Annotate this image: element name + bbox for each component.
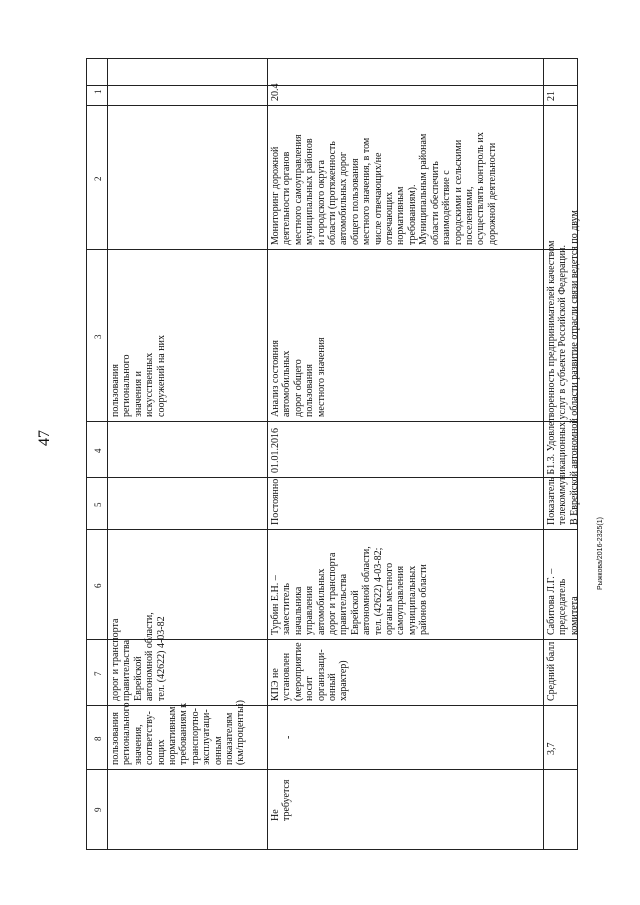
header-cell: 3 [93,334,103,339]
col-line [87,85,577,86]
col-line [87,105,577,106]
col-line [87,249,577,250]
page-number: 47 [36,430,53,446]
col-line [87,769,577,770]
col-line [87,421,577,422]
row-20-4-col5: Постоянно [270,478,281,525]
header-cell: 8 [93,736,103,741]
row-line [543,59,544,849]
cont-col3: пользования регионального значения и искусственных сооружений на них [110,335,167,417]
row-20-4-col3: Анализ состояния автомобильных дорог общего пользования местного значения [270,337,327,417]
row-20-4-col2: Мониторинг дорожной деятельности органов местного самоуправления муниципальных районов и городского округа области (протяженность автомобильных дорог общего пользования местного значения, в том числе отвечающих/не отвечающих нормативным требованиям). Муниципальным районам области обеспечить взаимодействие с городскими и сельскими поселениями, осуществлять контроль их дорожной деятельности [270,132,498,245]
row-20-4-col7: КПЭ не установлен (мероприятие носит организаци- онный характер) [270,642,350,701]
row-line [267,59,268,849]
row-21-indicator-text: Показатель Б1.3. Удовлетворенность предпринимателей качеством телекоммуникационных услуг в субъекте Российской Федерации. В Еврейской автономной области развитие отрасли связи ведется по двум [546,210,580,525]
col-line [87,529,577,530]
row-number: 21 [546,91,557,101]
document-table [86,58,578,850]
col-line [87,477,577,478]
row-number: 20.4 [270,83,281,101]
cont-col6: дорог и транспорта правительства Еврейской автономной области, тел. (42622) 4-03-82 [110,612,167,701]
row-20-4-col6: Турбин Е.Н. – заместитель начальника управления автомобильных дорог и транспорта правительства Еврейской автономной области, тел. (42622) 4-03-82; органы местного самоуправления муниципальных районов области [270,546,430,635]
row-21-col7: Средний балл [546,641,557,701]
cont-col7: пользования регионального значения, соответству- ющих нормативным требованиям к транспортно- эксплуатаци- онным показателям (км/процентыi) [110,700,247,765]
row-line [107,59,108,849]
row-21-col6: Сабитова Л.Г. – председатель комитета [546,568,580,635]
row-20-4-col9: Не требуется [270,779,293,821]
header-cell: 1 [93,89,103,94]
header-cell: 7 [93,671,103,676]
header-cell: 4 [93,448,103,453]
footer-code: Рыжкова/2016-2325(1) [597,517,604,590]
header-cell: 6 [93,583,103,588]
header-cell: 9 [93,807,103,812]
row-20-4-col4: 01.01.2016 [270,428,281,473]
row-20-4-col8: - [283,735,294,739]
header-cell: 5 [93,502,103,507]
row-21-col8: 3,7 [546,742,557,755]
header-cell: 2 [93,176,103,181]
